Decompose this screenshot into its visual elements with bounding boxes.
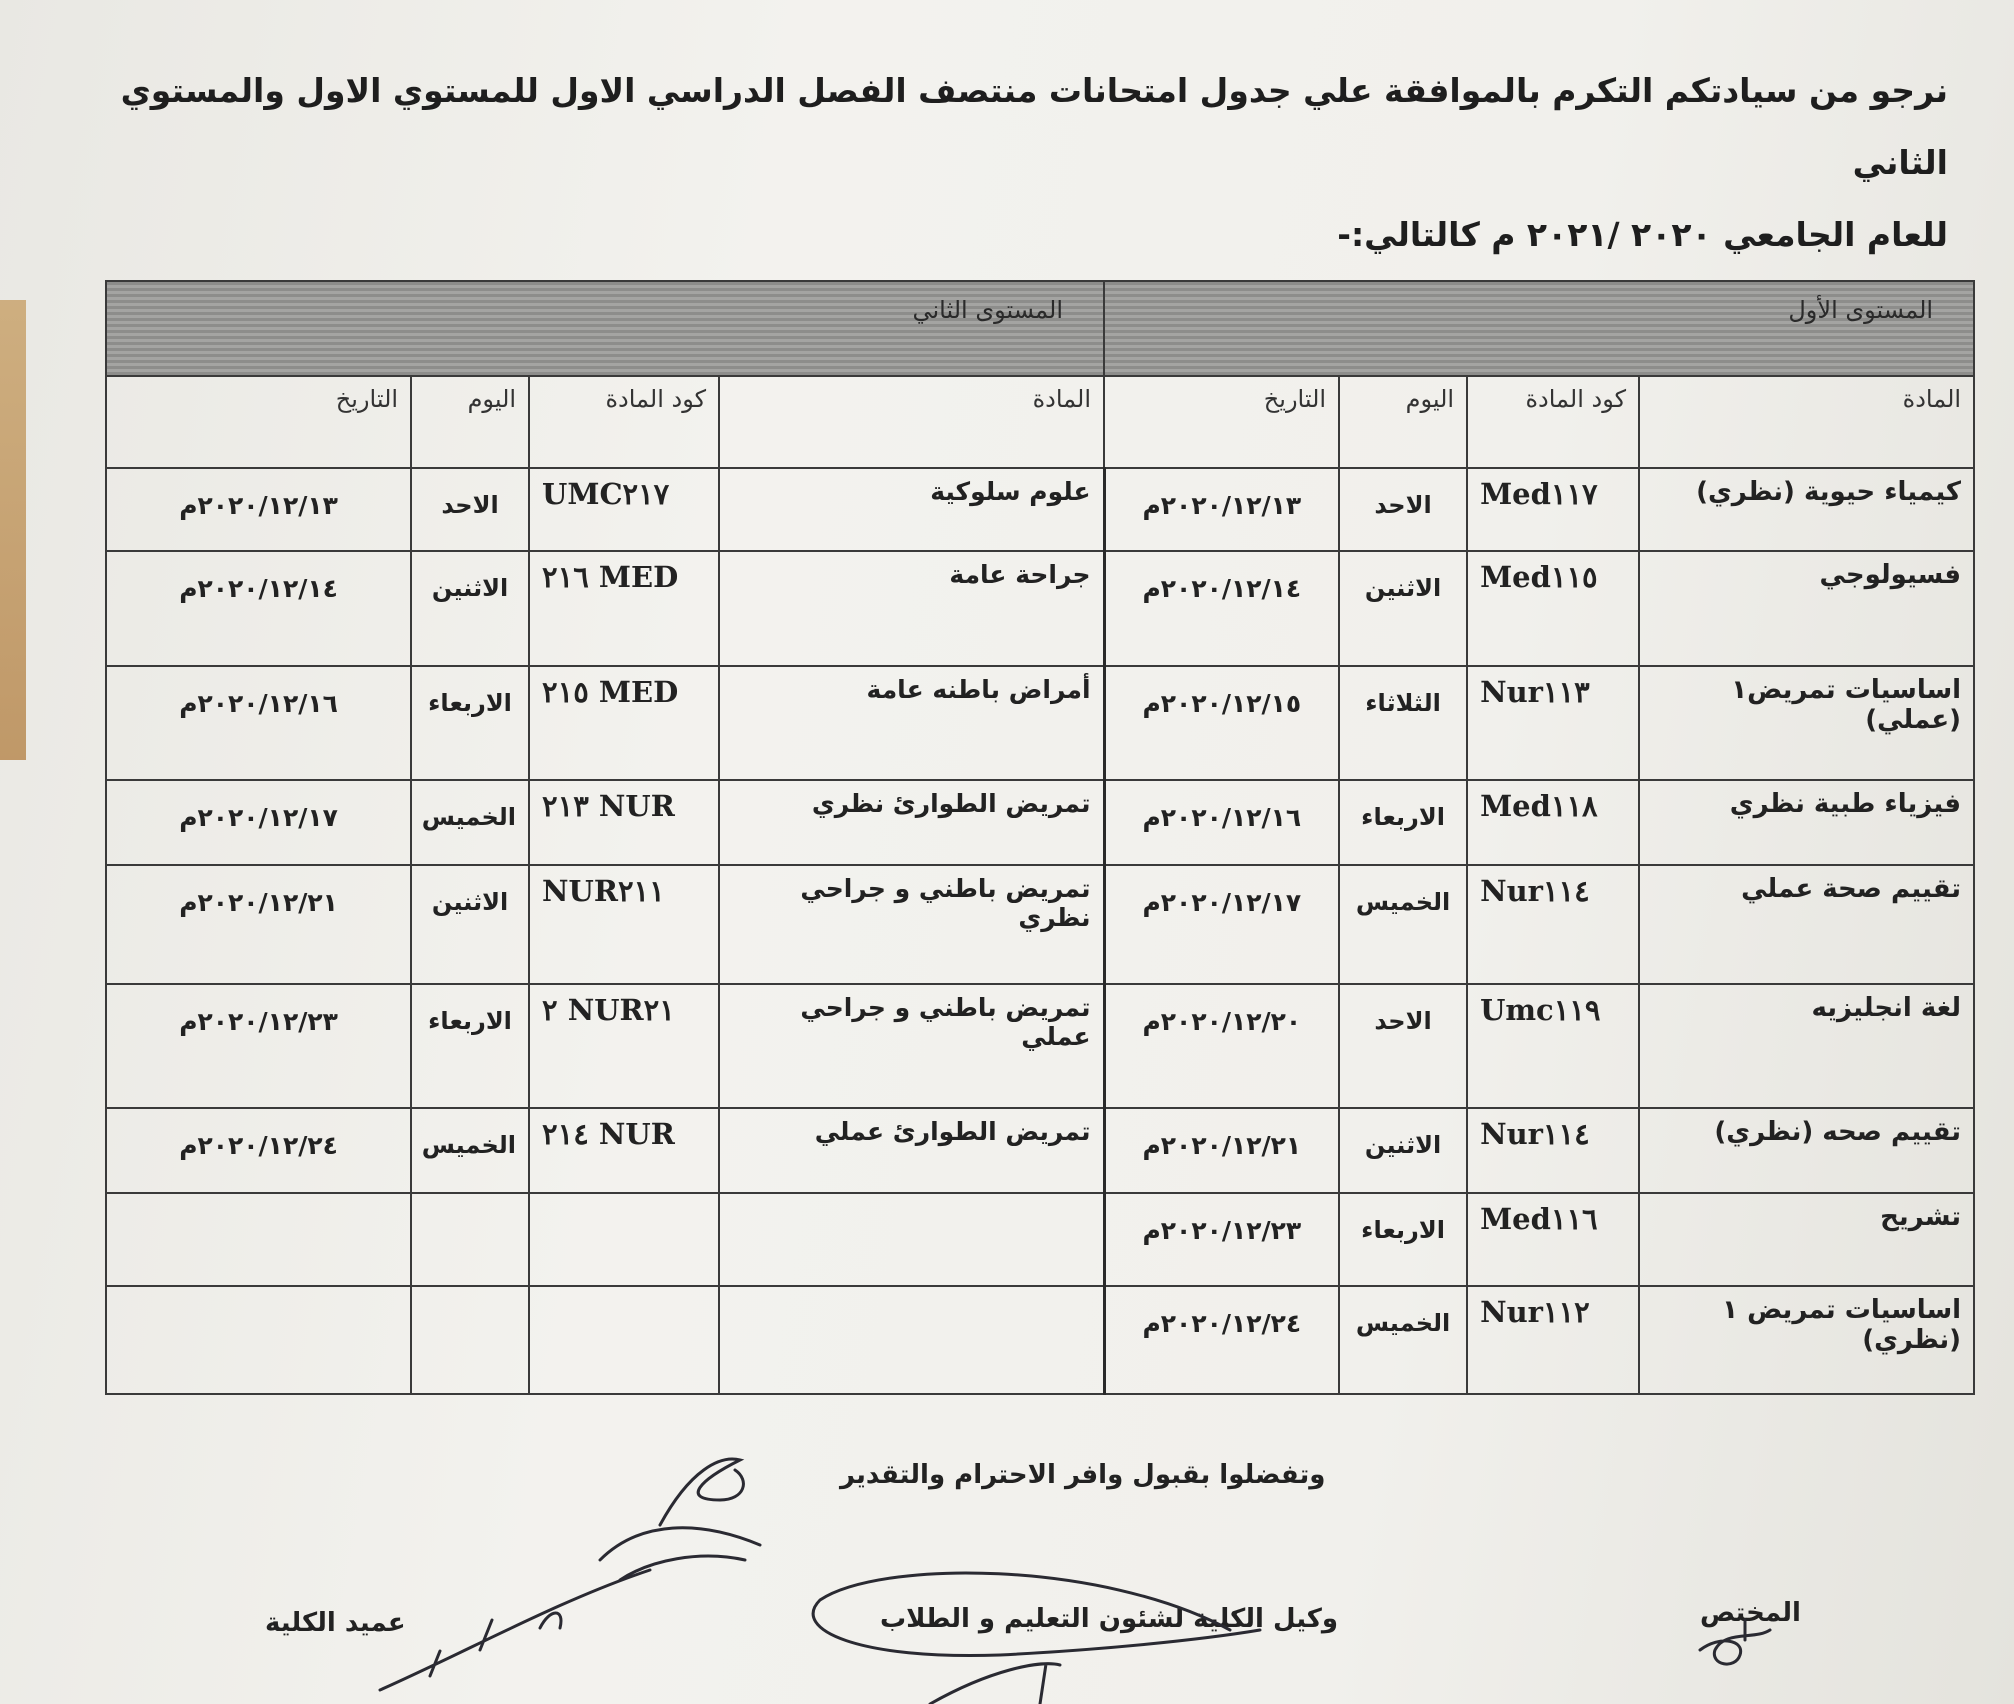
l1-day: الخميس: [1339, 1286, 1467, 1394]
l1-date-header: التاريخ: [1104, 376, 1339, 467]
l1-day: الاربعاء: [1339, 780, 1467, 865]
l1-code: Med١١٥: [1467, 551, 1639, 667]
l1-date: ٢٠٢٠/١٢/٢٠م: [1104, 984, 1339, 1108]
l1-day-header: اليوم: [1339, 376, 1467, 467]
l2-date-header: التاريخ: [106, 376, 411, 467]
l2-subject-header: المادة: [719, 376, 1104, 467]
closing-line: وتفضلوا بقبول وافر الاحترام والتقدير: [840, 1460, 1326, 1490]
l1-code: Nur١١٤: [1467, 865, 1639, 985]
l1-subject: كيمياء حيوية (نظري): [1639, 468, 1974, 551]
l2-subject: علوم سلوكية: [719, 468, 1104, 551]
l1-day: الاثنين: [1339, 1108, 1467, 1193]
handwritten-date-stroke: [380, 1570, 650, 1690]
l2-day: الخميس: [411, 780, 529, 865]
l2-subject: تمريض باطني و جراحي نظري: [719, 865, 1104, 985]
signature-scribble-top: [660, 1459, 743, 1525]
l1-subject: تقييم صحة عملي: [1639, 865, 1974, 985]
l2-date: ٢٠٢٠/١٢/١٤م: [106, 551, 411, 667]
l1-day: الثلاثاء: [1339, 666, 1467, 780]
l1-subject: تشريح: [1639, 1193, 1974, 1286]
l2-code-header: كود المادة: [529, 376, 719, 467]
l1-subject: تقييم صحه (نظري): [1639, 1108, 1974, 1193]
l1-code: Med١١٨: [1467, 780, 1639, 865]
specialist-signature: [1700, 1620, 1770, 1664]
l1-code-header: كود المادة: [1467, 376, 1639, 467]
l2-code: NUR٢١١: [529, 865, 719, 985]
l1-date: ٢٠٢٠/١٢/١٥م: [1104, 666, 1339, 780]
l2-subject: تمريض الطوارئ نظري: [719, 780, 1104, 865]
l2-code: MED ٢١٥: [529, 666, 719, 780]
vice-dean-label: وكيل الكلية لشئون التعليم و الطلاب: [880, 1604, 1339, 1634]
l2-day: الاثنين: [411, 865, 529, 985]
l1-subject: اساسيات تمريض ١ (نظري): [1639, 1286, 1974, 1394]
l1-code: Med١١٦: [1467, 1193, 1639, 1286]
l2-day: الاثنين: [411, 551, 529, 667]
l2-date: ٢٠٢٠/١٢/١٦م: [106, 666, 411, 780]
l1-day: الاحد: [1339, 468, 1467, 551]
l2-code: NUR ٢١٣: [529, 780, 719, 865]
l1-code: Nur١١٤: [1467, 1108, 1639, 1193]
l2-code: UMC٢١٧: [529, 468, 719, 551]
l2-day-header: اليوم: [411, 376, 529, 467]
l2-code: NUR٢١ ٢: [529, 984, 719, 1108]
signature-scribble-mid: [600, 1528, 760, 1580]
dean-label: عميد الكلية: [265, 1608, 406, 1638]
intro-line-1: نرجو من سيادتكم التكرم بالموافقة علي جدول امتحانات منتصف الفصل الدراسي الاول للمستوي الاول والمستوي الثاني: [120, 71, 1948, 182]
l2-date: ٢٠٢٠/١٢/١٧م: [106, 780, 411, 865]
l2-subject: تمريض باطني و جراحي عملي: [719, 984, 1104, 1108]
l1-day: الاحد: [1339, 984, 1467, 1108]
l2-day: الاربعاء: [411, 666, 529, 780]
l1-date: ٢٠٢٠/١٢/١٣م: [1104, 468, 1339, 551]
l1-code: Nur١١٣: [1467, 666, 1639, 780]
l1-date: ٢٠٢٠/١٢/٢٤م: [1104, 1286, 1339, 1394]
l1-date: ٢٠٢٠/١٢/١٤م: [1104, 551, 1339, 667]
l1-subject: فيزياء طبية نظري: [1639, 780, 1974, 865]
l1-code: Umc١١٩: [1467, 984, 1639, 1108]
l1-date: ٢٠٢٠/١٢/٢٣م: [1104, 1193, 1339, 1286]
l1-date: ٢٠٢٠/١٢/١٧م: [1104, 865, 1339, 985]
l2-code: NUR ٢١٤: [529, 1108, 719, 1193]
l2-code: MED ٢١٦: [529, 551, 719, 667]
l1-subject: فسيولوجي: [1639, 551, 1974, 667]
vice-dean-signature-lines: [930, 1664, 1060, 1704]
l2-subject: جراحة عامة: [719, 551, 1104, 667]
l1-code: Nur١١٢: [1467, 1286, 1639, 1394]
l2-date: ٢٠٢٠/١٢/٢٤م: [106, 1108, 411, 1193]
l2-day: الاحد: [411, 468, 529, 551]
l1-date: ٢٠٢٠/١٢/١٦م: [1104, 780, 1339, 865]
l2-date: ٢٠٢٠/١٢/١٣م: [106, 468, 411, 551]
l2-subject: أمراض باطنه عامة: [719, 666, 1104, 780]
vice-dean-signature-loop: [813, 1573, 1260, 1656]
intro-line-2: للعام الجامعي ٢٠٢٠ /٢٠٢١ م كالتالي:-: [1337, 215, 1948, 254]
l2-day: الخميس: [411, 1108, 529, 1193]
l1-day: الاثنين: [1339, 551, 1467, 667]
l1-code: Med١١٧: [1467, 468, 1639, 551]
specialist-label: المختص: [1700, 1598, 1801, 1628]
l2-date: ٢٠٢٠/١٢/٢٣م: [106, 984, 411, 1108]
l1-subject: لغة انجليزيه: [1639, 984, 1974, 1108]
l1-date: ٢٠٢٠/١٢/٢١م: [1104, 1108, 1339, 1193]
level2-title: المستوى الثاني: [106, 281, 1104, 376]
l2-day: الاربعاء: [411, 984, 529, 1108]
l1-subject: اساسيات تمريض١ (عملي): [1639, 666, 1974, 780]
level1-title: المستوى الأول: [1104, 281, 1974, 376]
l1-day: الخميس: [1339, 865, 1467, 985]
l1-day: الاربعاء: [1339, 1193, 1467, 1286]
l2-date: ٢٠٢٠/١٢/٢١م: [106, 865, 411, 985]
l1-subject-header: المادة: [1639, 376, 1974, 467]
l2-subject: تمريض الطوارئ عملي: [719, 1108, 1104, 1193]
